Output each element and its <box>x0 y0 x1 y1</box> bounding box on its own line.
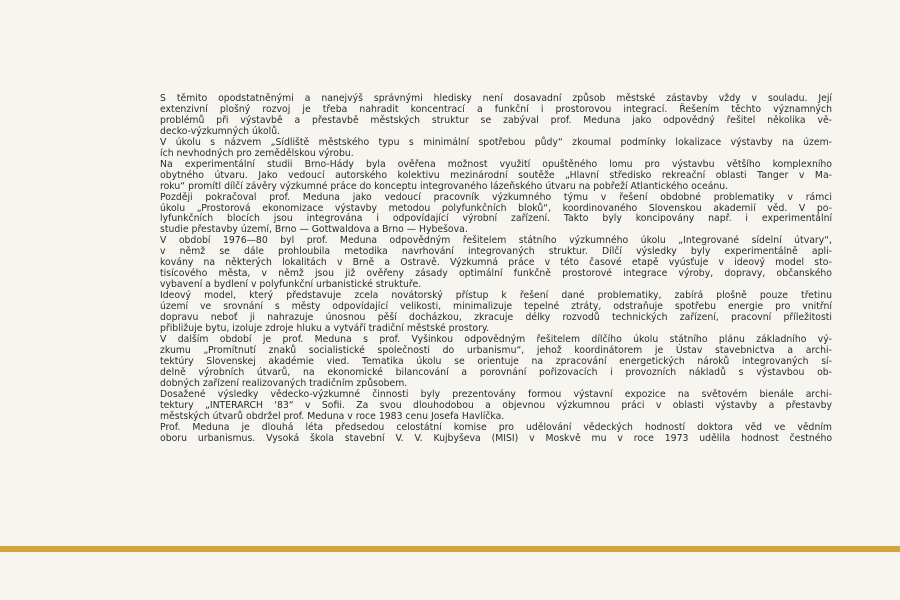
text-line: roku“ promítl dílčí závěry výzkumné práce do konceptu integrovaného lázeňského útvaru na pobřeží Atlantického oceánu. <box>160 180 729 192</box>
text-line: decko-výzkumných úkolů. <box>160 125 281 137</box>
gold-rule <box>0 546 900 552</box>
text-line: Na experimentální studii Brno-Hády byla ověřena možnost využití opuštěného lomu pro výstavbu většího komplexního <box>160 158 832 170</box>
text-line: extenzivní plošný rozvoj je třeba nahradit koncentrací a funkční i prostorovou integrací. Řešením těchto významných <box>160 103 833 115</box>
paragraph <box>160 423 832 445</box>
paragraph <box>160 390 832 423</box>
text-line: kovány na některých lokalitách v Brně a Ostravě. Výzkumná práce v této časové etapě vyúsťuje v ideový model sto- <box>160 257 832 269</box>
paragraph <box>160 138 832 160</box>
text-line: zkumu „Promítnutí znaků socialistické společnosti do urbanismu“, jehož koordinátorem je Ústav stavebnictva a archi- <box>160 344 832 356</box>
text-line: Dosažené výsledky vědecko-výzkumné činnosti byly prezentovány formou výstavní expozice na světovém bienále archi- <box>160 388 832 400</box>
document-body <box>160 94 832 445</box>
text-line: tektúry Slovenskej akadémie vied. Tematika úkolu se orientuje na zpracování energetických nároků integrovaných sí- <box>160 355 832 367</box>
text-line: oboru urbanismus. Vysoká škola stavební V. V. Kujbyševa (MISI) v Moskvě mu v roce 1973 udělila hodnost čestného <box>160 432 833 444</box>
text-line: Prof. Meduna je dlouhá léta předsedou celostátní komise pro udělování vědeckých hodností doktora věd ve vědním <box>160 421 832 433</box>
text-line: studie přestavby území, Brno — Gottwaldova a Brno — Hybešova. <box>160 224 468 236</box>
text-line: tisícového města, v němž jsou již ověřeny zásady optimální funkčně prostorové integrace výroby, dopravy, občanského <box>160 268 832 280</box>
text-line: vybavení a bydlení v polyfunkční urbanistické struktuře. <box>160 279 422 291</box>
text-line: ích nevhodných pro zemědělskou výrobu. <box>160 147 354 159</box>
paragraph <box>160 193 832 237</box>
text-line: území ve srovnání s městy odpovídající velikosti, minimalizuje tepelné ztráty, odstraňuje spotřebu energie pro vnitřní <box>160 301 832 313</box>
text-line: tektury „INTERARCH '83“ v Sofii. Za svou dlouhodobou a objevnou výzkumnou práci v oblasti výstavby a přestavby <box>160 399 832 411</box>
text-line: lyfunkčních blocích jsou integrována i odpovídající výrobní zařízení. Takto byly koncipovány např. i experimentální <box>160 213 833 225</box>
text-line: obytného útvaru. Jako vedoucí autorského kolektivu mezinárodní soutěže „Hlavní středisko rekreační oblasti Tanger v Ma- <box>160 169 832 181</box>
paragraph <box>160 291 832 335</box>
text-line: městských útvarů obdržel prof. Meduna v roce 1983 cenu Josefa Havlíčka. <box>160 410 505 422</box>
text-line: dobných zařízení realizovaných tradičním způsobem. <box>160 377 408 389</box>
paragraph <box>160 94 832 138</box>
paragraph <box>160 160 832 193</box>
text-line: problémů při výstavbě a přestavbě městských struktur se zabýval prof. Meduna jako odpovědný řešitel několika vě- <box>160 114 833 126</box>
text-line: v němž se dále prohloubila metodika navrhování integrovaných struktur. Dílčí výsledky byly experimentálně apli- <box>160 246 833 258</box>
paragraph <box>160 236 832 291</box>
text-line: V období 1976—80 byl prof. Meduna odpovědným řešitelem státního výzkumného úkolu „Integrované sídelní útvary“, <box>160 235 832 247</box>
text-line: V úkolu s názvem „Sídliště městského typu s minimální spotřebou půdy“ zkoumal podmínky lokalizace výstavby na územ- <box>160 136 832 148</box>
text-line: Ideový model, který představuje zcela novátorský přístup k řešení dané problematiky, zabírá plošně pouze třetinu <box>160 290 833 302</box>
text-line: delně výrobních útvarů, na ekonomické bilancování a porovnání pořizovacích i provozních nákladů s výstavbou ob- <box>160 366 833 378</box>
text-line: Později pokračoval prof. Meduna jako vedoucí pracovník výzkumného týmu v řešení obdobné problematiky v rámci <box>160 191 832 203</box>
text-line: S těmito opodstatněnými a nanejvýš správnými hledisky není dosavadní způsob městské zástavby vždy v souladu. Její <box>160 93 832 104</box>
paragraph <box>160 335 832 390</box>
text-line: úkolu „Prostorová ekonomizace výstavby metodou polyfunkčních bloků“, koordinovaného Slovenskou akademií věd. V po- <box>160 202 833 214</box>
text-line: V dalším období je prof. Meduna s prof. Vyšinkou odpovědným řešitelem dílčího úkolu státního plánu základního vý- <box>160 333 832 345</box>
text-line: dopravu neboť ji nahrazuje únosnou pěší docházkou, zkracuje délky rozvodů technických zařízení, pracovní příležitosti <box>160 312 833 324</box>
text-line: přibližuje bytu, izoluje zdroje hluku a vytváří tradiční městské prostory. <box>160 323 490 335</box>
